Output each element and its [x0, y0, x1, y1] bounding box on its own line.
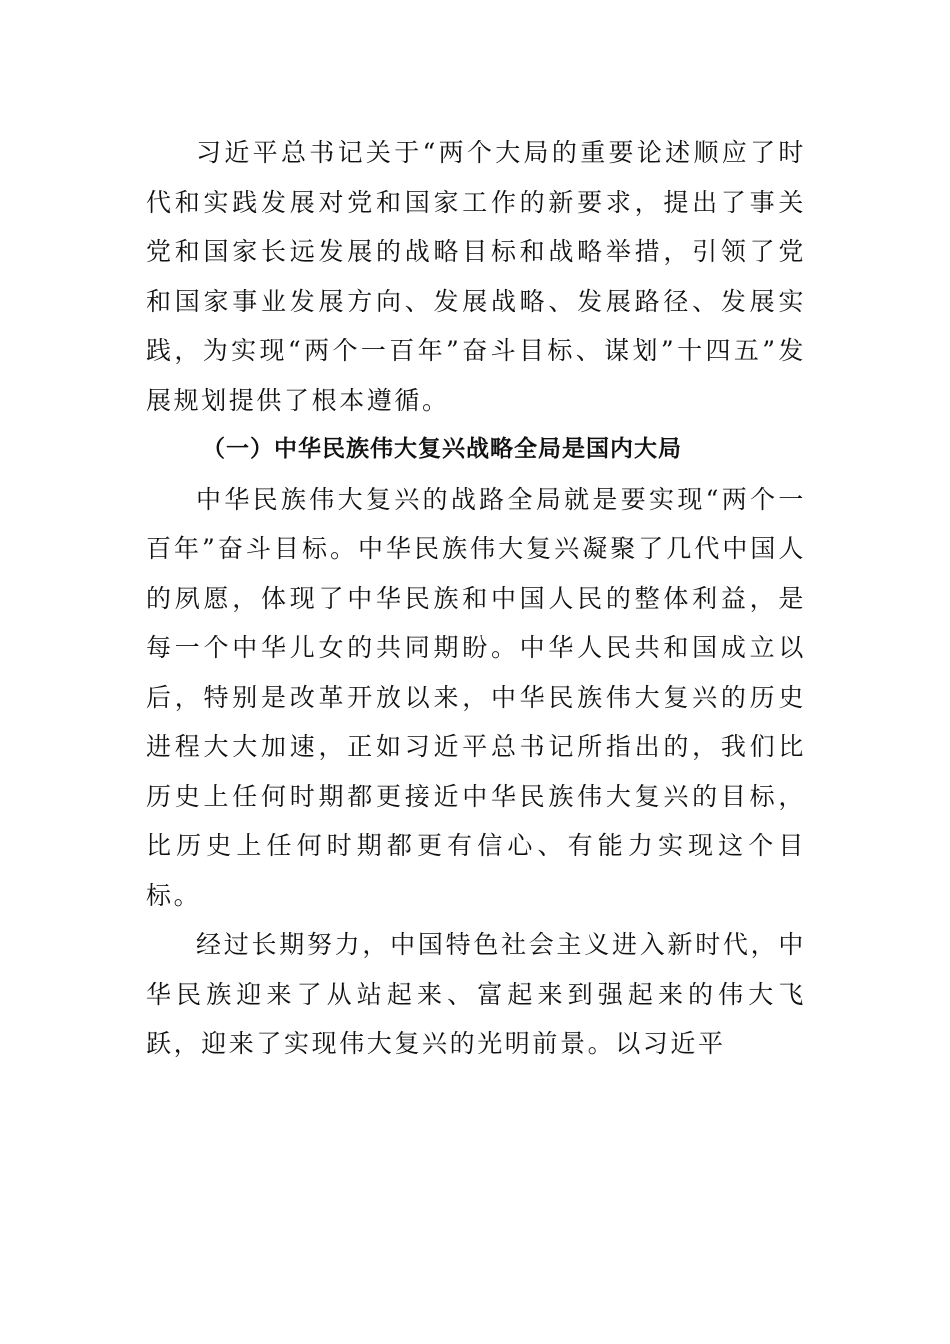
paragraph-rejuvenation: 中华民族伟大复兴的战路全局就是要实现“两个一百年”奋斗目标。中华民族伟大复兴凝聚了几代中国人的夙愿，体现了中华民族和中国人民的整体利益，是每一个中华儿女的共同期盼。中华人民共和国成立以后，特别是改革开放以来，中华民族伟大复兴的历史进程大大加速，正如习近平总书记所指出的，我们比历史上任何时期都更接近中华民族伟大复兴的目标，比历史上任何时期都更有信心、有能力实现这个目标。 — [146, 484, 806, 910]
document-body — [146, 128, 806, 1069]
paragraph-intro: 习近平总书记关于“两个大局的重要论述顺应了时代和实践发展对党和国家工作的新要求，提出了事关党和国家长远发展的战略目标和战略举措，引领了党和国家事业发展方向、发展战略、发展路径、发展实践，为实现“两个一百年”奋斗目标、谋划”十四五”发展规划提供了根本遵循。 — [146, 138, 806, 415]
section-heading-1: （一）中华民族伟大复兴战略全局是国内大局 — [202, 436, 682, 462]
paragraph-new-era: 经过长期努力，中国特色社会主义进入新时代，中华民族迎来了从站起来、富起来到强起来的伟大飞跃，迎来了实现伟大复兴的光明前景。以习近平 — [146, 930, 806, 1058]
